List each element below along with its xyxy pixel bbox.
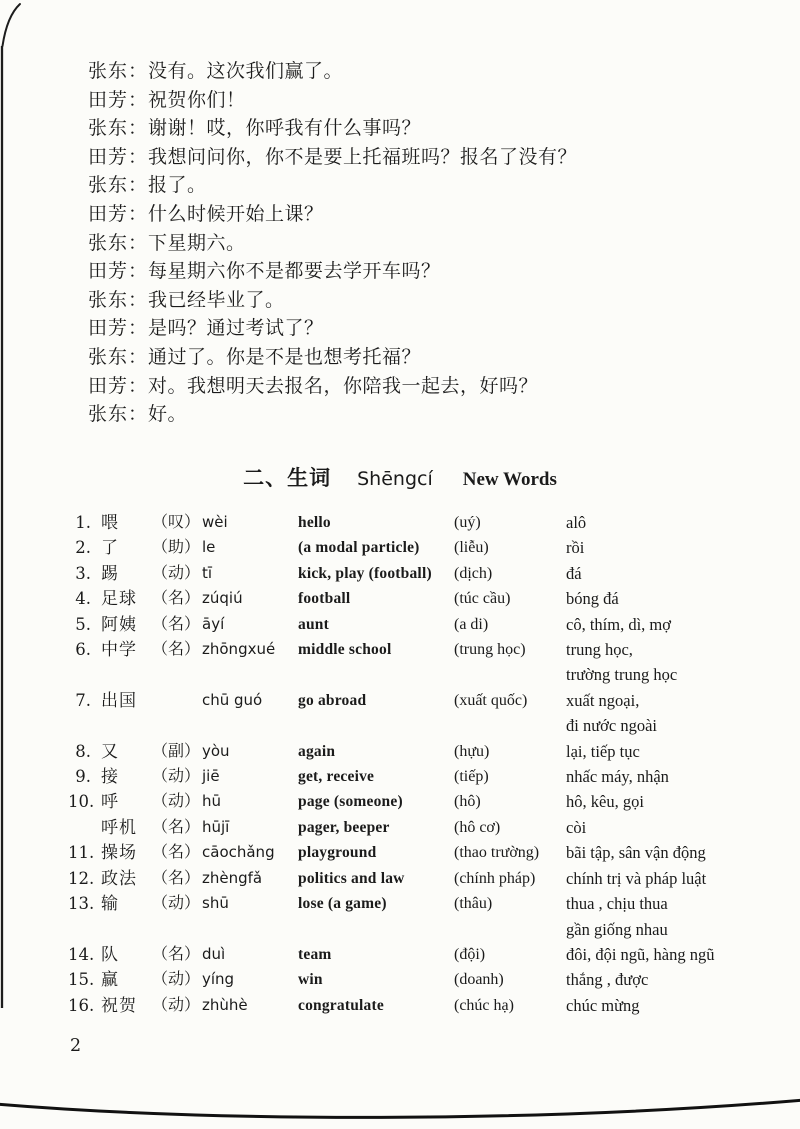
speaker-name: 田芳：	[88, 89, 149, 111]
entry-hanzi: 又	[101, 741, 119, 761]
dialogue-text: 谢谢！哎，你呼我有什么事吗？	[148, 118, 422, 140]
entry-pinyin: chū guó	[202, 690, 263, 709]
entry-part-of-speech: （副）	[152, 742, 201, 760]
entry-sino-vietnamese: (chúc hạ)	[454, 996, 514, 1014]
dialogue-text: 报了。	[148, 175, 207, 197]
dialogue-line	[88, 144, 760, 173]
vocab-row	[68, 967, 770, 992]
entry-vietnamese	[566, 535, 770, 560]
entry-number: 1.	[75, 513, 91, 532]
dialogue-text: 什么时候开始上课？	[148, 203, 324, 225]
entry-number: 9.	[75, 767, 91, 787]
entry-vietnamese	[566, 561, 770, 586]
entry-part-of-speech: （名）	[152, 945, 201, 963]
entry-hanzi: 踢	[101, 563, 119, 583]
dialogue-line	[88, 87, 760, 116]
entry-pinyin: zhèngfǎ	[202, 868, 263, 887]
speaker-name: 张东：	[88, 346, 149, 368]
entry-pinyin: hūjī	[202, 817, 230, 836]
vietnamese-line: nhấc máy, nhận	[566, 767, 669, 787]
vietnamese-line: đá	[566, 563, 582, 583]
entry-number: 13.	[68, 894, 95, 914]
vietnamese-line: bãi tập, sân vận động	[566, 843, 706, 863]
entry-sino-vietnamese: (tiếp)	[454, 768, 489, 786]
entry-english: win	[298, 971, 323, 989]
dialogue-line	[88, 315, 760, 344]
entry-hanzi: 呼	[101, 792, 119, 812]
entry-number: 2.	[75, 538, 91, 558]
entry-sino-vietnamese: (đội)	[454, 945, 486, 963]
entry-vietnamese	[566, 993, 770, 1018]
dialogue-text: 对。我想明天去报名，你陪我一起去，好吗？	[148, 375, 539, 397]
entry-vietnamese	[566, 586, 770, 611]
entry-hanzi: 操场	[101, 843, 137, 863]
entry-sino-vietnamese: (hựu)	[454, 742, 490, 760]
entry-number: 4.	[75, 589, 91, 609]
entry-vietnamese	[566, 815, 770, 840]
entry-number: 5.	[75, 614, 91, 634]
entry-english: hello	[298, 514, 331, 531]
entry-vietnamese	[566, 967, 770, 992]
vietnamese-line: đôi, đội ngũ, hàng ngũ	[566, 944, 715, 964]
speaker-name: 张东：	[88, 61, 149, 82]
entry-pinyin: jiē	[202, 767, 220, 786]
entry-english: middle school	[298, 641, 392, 659]
vietnamese-line: thua , chịu thua	[566, 894, 668, 914]
entry-hanzi: 政法	[101, 868, 137, 888]
entry-pinyin: tī	[202, 563, 213, 582]
section-title-english: New Words	[462, 469, 557, 490]
entry-vietnamese	[566, 764, 770, 789]
dialogue-line	[88, 287, 760, 316]
dialogue-text: 是吗？通过考试了？	[148, 318, 324, 340]
entry-part-of-speech: （动）	[152, 793, 201, 811]
speaker-name: 田芳：	[88, 146, 149, 168]
entry-english: (a modal particle)	[298, 539, 420, 557]
entry-hanzi: 祝贺	[101, 995, 137, 1015]
vocab-row	[68, 815, 770, 840]
entry-part-of-speech: （动）	[152, 768, 201, 786]
vocab-row	[68, 789, 770, 814]
entry-part-of-speech: （名）	[152, 590, 201, 608]
entry-sino-vietnamese: (hô)	[454, 793, 481, 811]
vietnamese-line: alô	[566, 513, 587, 532]
entry-hanzi: 接	[101, 767, 119, 787]
entry-part-of-speech: （名）	[152, 818, 201, 836]
dialogue-line	[88, 258, 760, 287]
vocab-row	[68, 866, 770, 891]
vocab-row	[68, 637, 770, 688]
entry-vietnamese	[566, 891, 770, 942]
entry-sino-vietnamese: (dịch)	[454, 564, 493, 582]
entry-english: kick, play (football)	[298, 564, 432, 582]
section-title	[0, 462, 800, 492]
vietnamese-line: chúc mừng	[566, 995, 640, 1015]
vietnamese-line: còi	[566, 817, 587, 837]
entry-part-of-speech: （动）	[152, 971, 201, 989]
vocab-row	[68, 891, 770, 942]
speaker-name: 田芳：	[88, 375, 149, 397]
vocab-row	[68, 688, 770, 739]
entry-number: 3.	[75, 563, 91, 583]
entry-hanzi: 队	[101, 944, 119, 964]
vocab-row	[68, 993, 770, 1018]
entry-number: 12.	[68, 868, 95, 888]
entry-hanzi: 输	[101, 894, 119, 914]
entry-english: again	[298, 742, 336, 760]
entry-english: get, receive	[298, 768, 375, 786]
entry-sino-vietnamese: (hô cơ)	[454, 818, 501, 836]
entry-hanzi: 阿姨	[101, 614, 137, 634]
entry-sino-vietnamese: (thao trường)	[454, 844, 540, 862]
vietnamese-line: chính trị và pháp luật	[566, 868, 707, 888]
speaker-name: 张东：	[88, 404, 149, 426]
entry-vietnamese	[566, 840, 770, 865]
entry-vietnamese	[566, 510, 770, 535]
dialogue-text: 通过了。你是不是也想考托福？	[148, 346, 422, 368]
entry-sino-vietnamese: (a di)	[454, 615, 489, 633]
entry-english: politics and law	[298, 869, 405, 887]
entry-pinyin: āyí	[202, 614, 225, 633]
entry-number: 15.	[68, 970, 95, 990]
dialogue-text: 好。	[148, 404, 188, 426]
entry-number: 16.	[68, 995, 95, 1015]
entry-sino-vietnamese: (trung học)	[454, 641, 526, 659]
entry-part-of-speech: （名）	[152, 869, 201, 887]
dialogue-line	[88, 172, 760, 201]
entry-pinyin: hū	[202, 792, 222, 811]
entry-english: aunt	[298, 615, 329, 633]
entry-english: congratulate	[298, 996, 384, 1014]
entry-part-of-speech: （叹）	[152, 514, 201, 531]
entry-number: 7.	[75, 690, 91, 710]
vocab-row	[68, 739, 770, 764]
entry-sino-vietnamese: (túc cầu)	[454, 590, 511, 608]
entry-pinyin: le	[202, 538, 216, 557]
speaker-name: 田芳：	[88, 318, 149, 340]
dialogue-text: 我已经毕业了。	[148, 289, 285, 311]
vocab-row	[68, 764, 770, 789]
dialogue-section	[88, 58, 760, 430]
entry-hanzi: 呼机	[101, 817, 137, 837]
dialogue-text: 我想问问你，你不是要上托福班吗？报名了没有？	[148, 146, 578, 168]
dialogue-text: 下星期六。	[148, 232, 246, 254]
entry-pinyin: shū	[202, 894, 229, 913]
entry-number: 11.	[68, 843, 95, 863]
dialogue-line	[88, 115, 760, 144]
vocab-row	[68, 840, 770, 865]
entry-number: 6.	[75, 640, 91, 660]
entry-number: 8.	[75, 741, 91, 761]
entry-part-of-speech: （名）	[152, 844, 201, 862]
dialogue-line	[88, 58, 760, 87]
page-number: 2	[70, 1036, 82, 1056]
dialogue-text: 每星期六你不是都要去学开车吗？	[148, 261, 441, 283]
speaker-name: 张东：	[88, 118, 149, 140]
entry-pinyin: cāochǎng	[202, 843, 275, 862]
entry-hanzi: 了	[101, 538, 119, 558]
entry-part-of-speech: （动）	[152, 996, 201, 1014]
vocab-row	[68, 586, 770, 611]
entry-part-of-speech: （动）	[152, 895, 201, 913]
entry-english: football	[298, 590, 351, 608]
section-title-pinyin: Shēngcí	[357, 468, 433, 490]
entry-part-of-speech: （名）	[152, 641, 201, 659]
entry-part-of-speech: （动）	[152, 564, 201, 582]
speaker-name: 张东：	[88, 175, 149, 197]
dialogue-line	[88, 230, 760, 259]
entry-vietnamese	[566, 789, 770, 814]
entry-vietnamese	[566, 612, 770, 637]
dialogue-line	[88, 401, 760, 430]
vocab-row	[68, 561, 770, 586]
speaker-name: 张东：	[88, 232, 149, 254]
entry-vietnamese	[566, 866, 770, 891]
entry-part-of-speech: （名）	[152, 615, 201, 633]
speaker-name: 田芳：	[88, 261, 149, 283]
vietnamese-line: cô, thím, dì, mợ	[566, 614, 671, 634]
dialogue-line	[88, 344, 760, 373]
entry-vietnamese	[566, 688, 770, 739]
vietnamese-line: trường trung học	[566, 665, 678, 685]
vietnamese-line: đi nước ngoài	[566, 716, 657, 736]
entry-hanzi: 赢	[101, 970, 119, 990]
vocab-row	[68, 612, 770, 637]
speaker-name: 田芳：	[88, 203, 149, 225]
dialogue-line	[88, 373, 760, 402]
entry-english: playground	[298, 844, 377, 862]
dialogue-text: 没有。这次我们赢了。	[148, 61, 344, 82]
entry-part-of-speech: （助）	[152, 539, 201, 557]
entry-english: lose (a game)	[298, 895, 387, 913]
entry-pinyin: wèi	[202, 513, 228, 531]
vocab-row	[68, 942, 770, 967]
vietnamese-line: thắng , được	[566, 970, 649, 990]
entry-pinyin: zhùhè	[202, 995, 248, 1014]
vocabulary-list	[68, 510, 770, 1018]
entry-english: team	[298, 945, 332, 963]
vietnamese-line: lại, tiếp tục	[566, 741, 640, 761]
entry-hanzi: 足球	[101, 589, 137, 609]
entry-sino-vietnamese: (thâu)	[454, 895, 493, 913]
entry-vietnamese	[566, 637, 770, 688]
section-title-chinese: 二、生词	[243, 466, 332, 490]
entry-pinyin: zúqiú	[202, 589, 243, 608]
entry-pinyin: duì	[202, 944, 226, 963]
entry-pinyin: zhōngxué	[202, 640, 276, 659]
speaker-name: 张东：	[88, 289, 149, 311]
entry-sino-vietnamese: (doanh)	[454, 971, 504, 989]
vietnamese-line: hô, kêu, gọi	[566, 792, 644, 812]
entry-english: go abroad	[298, 691, 367, 709]
vocab-row	[68, 535, 770, 560]
entry-number: 14.	[68, 944, 95, 964]
entry-english: pager, beeper	[298, 818, 390, 836]
entry-sino-vietnamese: (liễu)	[454, 539, 489, 557]
entry-sino-vietnamese: (uý)	[454, 514, 481, 531]
entry-hanzi: 出国	[101, 690, 137, 710]
entry-english: page (someone)	[298, 793, 403, 811]
vietnamese-line: rồi	[566, 538, 585, 558]
entry-sino-vietnamese: (chính pháp)	[454, 869, 536, 887]
vietnamese-line: xuất ngoại,	[566, 690, 640, 710]
dialogue-line	[88, 201, 760, 230]
entry-pinyin: yíng	[202, 970, 235, 989]
entry-hanzi: 中学	[101, 640, 137, 660]
entry-number: 10.	[68, 792, 95, 812]
vietnamese-line: trung học,	[566, 640, 633, 660]
dialogue-text: 祝贺你们！	[148, 89, 246, 111]
entry-vietnamese	[566, 739, 770, 764]
vietnamese-line: bóng đá	[566, 589, 619, 609]
entry-pinyin: yòu	[202, 741, 230, 760]
entry-hanzi: 喂	[101, 513, 119, 532]
entry-sino-vietnamese: (xuất quốc)	[454, 691, 528, 709]
vietnamese-line: gần giống nhau	[566, 919, 668, 939]
entry-vietnamese	[566, 942, 770, 967]
vocab-row	[68, 510, 770, 535]
